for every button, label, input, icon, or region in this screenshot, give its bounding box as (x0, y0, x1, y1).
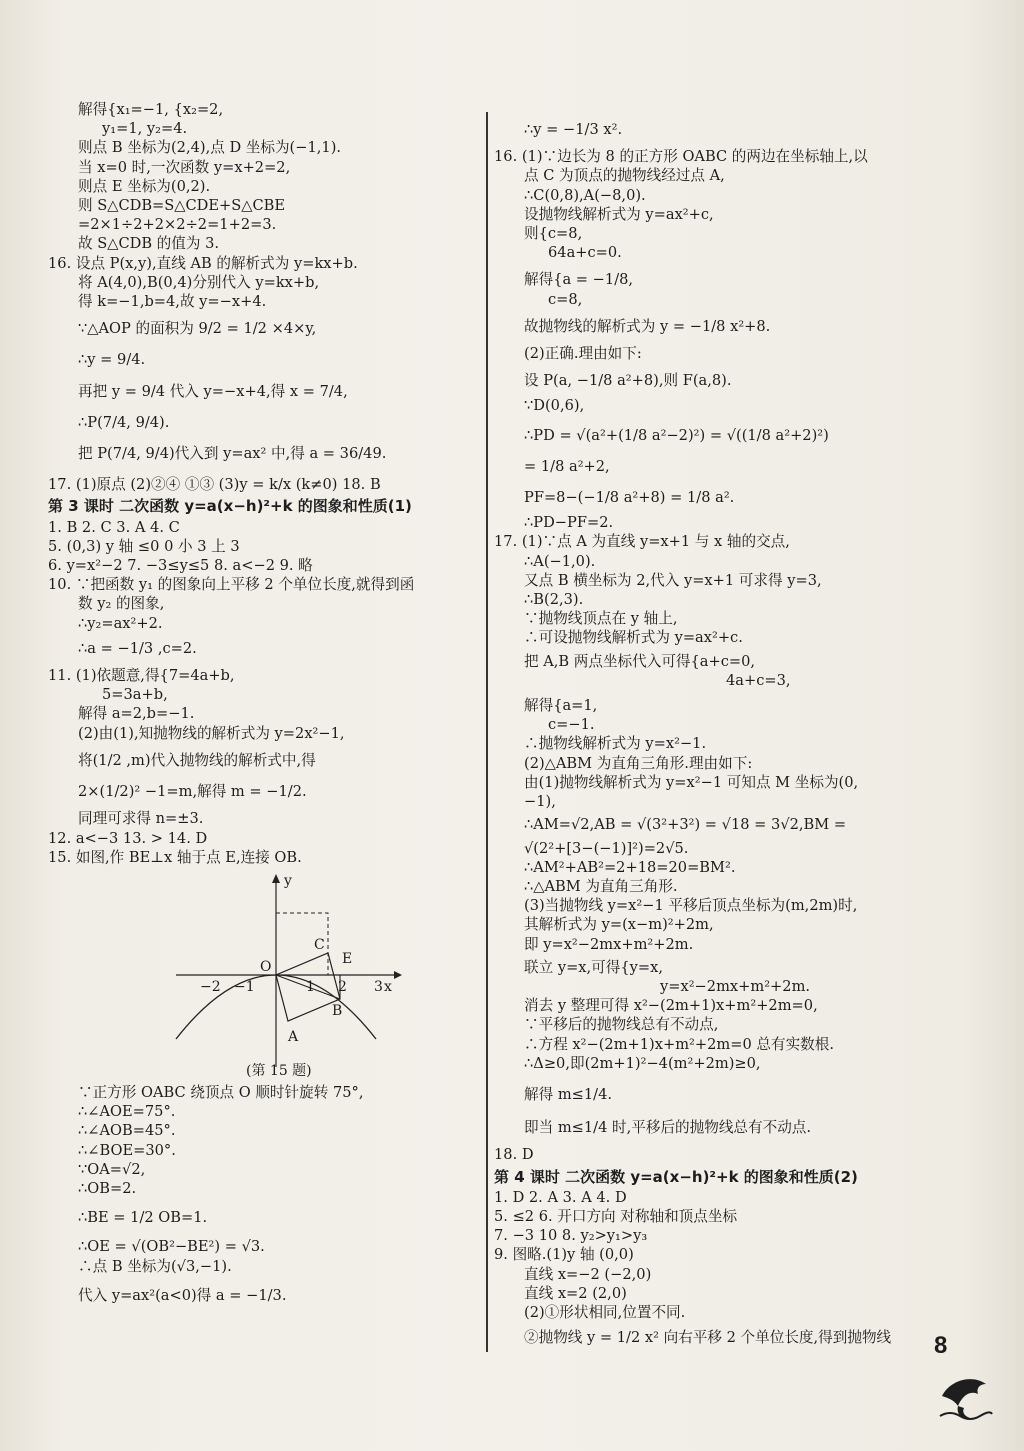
text-line: PF=8−(−1/8 a²+8) = 1/8 a². (524, 489, 735, 507)
text-line: 4a+c=3, (726, 671, 791, 689)
fig-label-1: 1 (306, 978, 315, 995)
text-line: 把 P(7/4, 9/4)代入到 y=ax² 中,得 a = 36/49. (78, 445, 387, 463)
column-divider (486, 112, 488, 1352)
text-line: 即当 m≤1/4 时,平移后的抛物线总有不动点. (524, 1119, 812, 1137)
text-line: 1. B 2. C 3. A 4. C (48, 518, 180, 536)
y-axis-arrow (272, 874, 280, 883)
text-line: 5. ≤2 6. 开口方向 对称轴和顶点坐标 (494, 1207, 738, 1225)
text-line: 则{c=8, (524, 225, 583, 243)
text-line: ∴∠BOE=30°. (78, 1141, 176, 1159)
text-line: 直线 x=2 (2,0) (524, 1284, 627, 1302)
text-line: 1. D 2. A 3. A 4. D (494, 1188, 627, 1206)
text-line: ∵OA=√2, (78, 1160, 146, 1178)
text-line: 把 A,B 两点坐标代入可得{a+c=0, (524, 652, 756, 670)
text-line: ②抛物线 y = 1/2 x² 向右平移 2 个单位长度,得到抛物线 (524, 1329, 892, 1347)
text-line: ∴y = 9/4. (78, 351, 146, 369)
text-line: ∴PD−PF=2. (524, 514, 614, 532)
text-line: 故抛物线的解析式为 y = −1/8 x²+8. (524, 317, 771, 335)
text-line: = 1/8 a²+2, (524, 457, 610, 475)
x-axis-arrow (394, 971, 402, 979)
text-line: ∴AM²+AB²=2+18=20=BM². (524, 858, 736, 876)
fig-label-e: E (342, 950, 353, 967)
text-line: ∴A(−1,0). (524, 552, 596, 570)
text-line: 消去 y 整理可得 x²−(2m+1)x+m²+2m=0, (524, 997, 818, 1015)
text-line: 10. ∵把函数 y₁ 的图象向上平移 2 个单位长度,就得到函 (48, 576, 415, 594)
fig-label-neg1: −1 (234, 978, 255, 995)
text-line: (2)①形状相同,位置不同. (524, 1303, 686, 1321)
text-line: 5. (0,3) y 轴 ≤0 0 小 3 上 3 (48, 537, 240, 555)
text-line: 点 C 为顶点的抛物线经过点 A, (524, 167, 725, 185)
text-line: (2)△ABM 为直角三角形.理由如下: (524, 754, 753, 772)
text-line: ∴方程 x²−(2m+1)x+m²+2m=0 总有实数根. (524, 1035, 835, 1053)
text-line: ∵抛物线顶点在 y 轴上, (524, 610, 678, 628)
text-line: ∴B(2,3). (524, 591, 584, 609)
text-line: 解得{x₁=−1, {x₂=2, (78, 101, 224, 118)
text-line: 2×(1/2)² −1=m,解得 m = −1/2. (78, 783, 307, 801)
text-line: 解得 m≤1/4. (524, 1085, 613, 1103)
text-line: ∵平移后的抛物线总有不动点, (524, 1016, 719, 1034)
text-line: 64a+c=0. (548, 244, 622, 262)
text-line: 将(1/2 ,m)代入抛物线的解析式中,得 (78, 751, 316, 769)
text-line: ∴抛物线解析式为 y=x²−1. (524, 735, 707, 753)
text-line: ∴PD = √(a²+(1/8 a²−2)²) = √((1/8 a²+2)²) (524, 426, 829, 444)
fig-label-2: 2 (338, 978, 347, 995)
text-line: 设抛物线解析式为 y=ax²+c, (524, 205, 714, 223)
text-line: c=−1. (548, 716, 595, 734)
fig-label-3: 3 (374, 978, 383, 995)
text-line: 解得 a=2,b=−1. (78, 705, 195, 723)
text-line: 11. (1)依题意,得{7=4a+b, (48, 667, 235, 685)
text-line: −1), (524, 793, 556, 811)
text-line: (2)正确.理由如下: (524, 345, 642, 363)
text-line: ∴∠AOB=45°. (78, 1122, 176, 1140)
fig-label-x: x (384, 978, 392, 995)
text-line: ∴Δ≥0,即(2m+1)²−4(m²+2m)≥0, (524, 1054, 761, 1072)
text-line: ∵正方形 OABC 绕顶点 O 顺时针旋转 75°, (78, 1083, 364, 1101)
text-line: 即 y=x²−2mx+m²+2m. (524, 935, 694, 953)
text-line: 则点 E 坐标为(0,2). (78, 177, 211, 195)
fig-label-a: A (288, 1028, 299, 1045)
text-line: ∴点 B 坐标为(√3,−1). (78, 1257, 232, 1275)
text-line: 6. y=x²−2 7. −3≤y≤5 8. a<−2 9. 略 (48, 557, 313, 575)
text-line: 将 A(4,0),B(0,4)分别代入 y=kx+b, (78, 273, 320, 291)
text-line: 解得{a = −1/8, (524, 271, 634, 289)
text-line: 由(1)抛物线解析式为 y=x²−1 可知点 M 坐标为(0, (524, 773, 859, 791)
text-line: ∴P(7/4, 9/4). (78, 413, 170, 431)
text-line: 解得{a=1, (524, 697, 598, 715)
figure-caption: (第 15 题) (246, 1062, 312, 1079)
fig-label-neg2: −2 (200, 978, 221, 995)
dolphin-icon (936, 1366, 994, 1424)
right-column (494, 100, 954, 1347)
text-line: (3)当抛物线 y=x²−1 平移后顶点坐标为(m,2m)时, (524, 897, 858, 915)
text-line: ∵△AOP 的面积为 9/2 = 1/2 ×4×y, (78, 320, 317, 338)
text-line: 其解析式为 y=(x−m)²+2m, (524, 916, 714, 934)
text-line: 16. (1)∵边长为 8 的正方形 OABC 的两边在坐标轴上,以 (494, 148, 868, 166)
text-line: 18. D (494, 1146, 534, 1164)
text-line: 当 x=0 时,一次函数 y=x+2=2, (78, 158, 291, 176)
text-line: 17. (1)∵点 A 为直线 y=x+1 与 x 轴的交点, (494, 533, 790, 551)
text-line: 设 P(a, −1/8 a²+8),则 F(a,8). (524, 372, 732, 390)
text-line: ∵D(0,6), (524, 397, 585, 415)
text-line: 得 k=−1,b=4,故 y=−x+4. (78, 293, 267, 311)
text-line: 15. 如图,作 BE⊥x 轴于点 E,连接 OB. (48, 848, 302, 866)
left-column (48, 100, 478, 1305)
text-line: ∴OE = √(OB²−BE²) = √3. (78, 1238, 265, 1256)
figure-15 (168, 871, 408, 1081)
text-line: 代入 y=ax²(a<0)得 a = −1/3. (78, 1286, 287, 1304)
text-line: 5=3a+b, (102, 686, 168, 704)
text-line: ∴a = −1/3 ,c=2. (78, 639, 197, 657)
text-line: ∴∠AOE=75°. (78, 1103, 176, 1121)
text-line: ∴y = −1/3 x². (524, 121, 623, 138)
fig-label-o: O (260, 958, 272, 975)
text-line: ∴y₂=ax²+2. (78, 614, 163, 632)
text-line: 同理可求得 n=±3. (78, 810, 204, 828)
fig-label-b: B (332, 1002, 343, 1019)
text-line: ∴OB=2. (78, 1179, 137, 1197)
fig-label-y: y (284, 872, 292, 889)
text-line: 又点 B 横坐标为 2,代入 y=x+1 可求得 y=3, (524, 571, 822, 589)
text-line: 7. −3 10 8. y₂>y₁>y₃ (494, 1227, 648, 1245)
text-line: 16. 设点 P(x,y),直线 AB 的解析式为 y=kx+b. (48, 254, 358, 272)
text-line: y₁=1, y₂=4. (102, 120, 188, 138)
text-line: ∴C(0,8),A(−8,0). (524, 186, 646, 204)
text-line: 直线 x=−2 (−2,0) (524, 1265, 652, 1283)
text-line: √(2²+[3−(−1)]²)=2√5. (524, 839, 689, 857)
text-line: =2×1÷2+2×2÷2=1+2=3. (78, 216, 277, 234)
text-line: (2)由(1),知抛物线的解析式为 y=2x²−1, (78, 724, 345, 742)
text-line: ∴AM=√2,AB = √(3²+3²) = √18 = 3√2,BM = (524, 816, 847, 834)
text-line: 则点 B 坐标为(2,4),点 D 坐标为(−1,1). (78, 139, 342, 157)
text-line: 17. (1)原点 (2)②④ ①③ (3)y = k/x (k≠0) 18. B (48, 476, 381, 494)
page-number: 8 (934, 1332, 948, 1359)
text-line: 则 S△CDB=S△CDE+S△CBE (78, 197, 286, 215)
text-line: 9. 图略.(1)y 轴 (0,0) (494, 1246, 634, 1264)
text-line: 12. a<−3 13. > 14. D (48, 829, 208, 847)
text-line: 再把 y = 9/4 代入 y=−x+4,得 x = 7/4, (78, 382, 348, 400)
text-line: ∴可设抛物线解析式为 y=ax²+c. (524, 629, 743, 647)
text-line: 联立 y=x,可得{y=x, (524, 958, 663, 976)
text-line: y=x²−2mx+m²+2m. (660, 977, 811, 995)
section-title-4: 第 4 课时 二次函数 y=a(x−h)²+k 的图象和性质(2) (494, 1167, 858, 1186)
section-title-3: 第 3 课时 二次函数 y=a(x−h)²+k 的图象和性质(1) (48, 497, 412, 516)
text-line: ∴BE = 1/2 OB=1. (78, 1209, 208, 1227)
text-line: ∴△ABM 为直角三角形. (524, 877, 678, 895)
text-line: 故 S△CDB 的值为 3. (78, 235, 220, 253)
text-line: c=8, (548, 290, 583, 308)
text-line: 数 y₂ 的图象, (78, 595, 165, 613)
fig-label-c: C (314, 936, 325, 953)
